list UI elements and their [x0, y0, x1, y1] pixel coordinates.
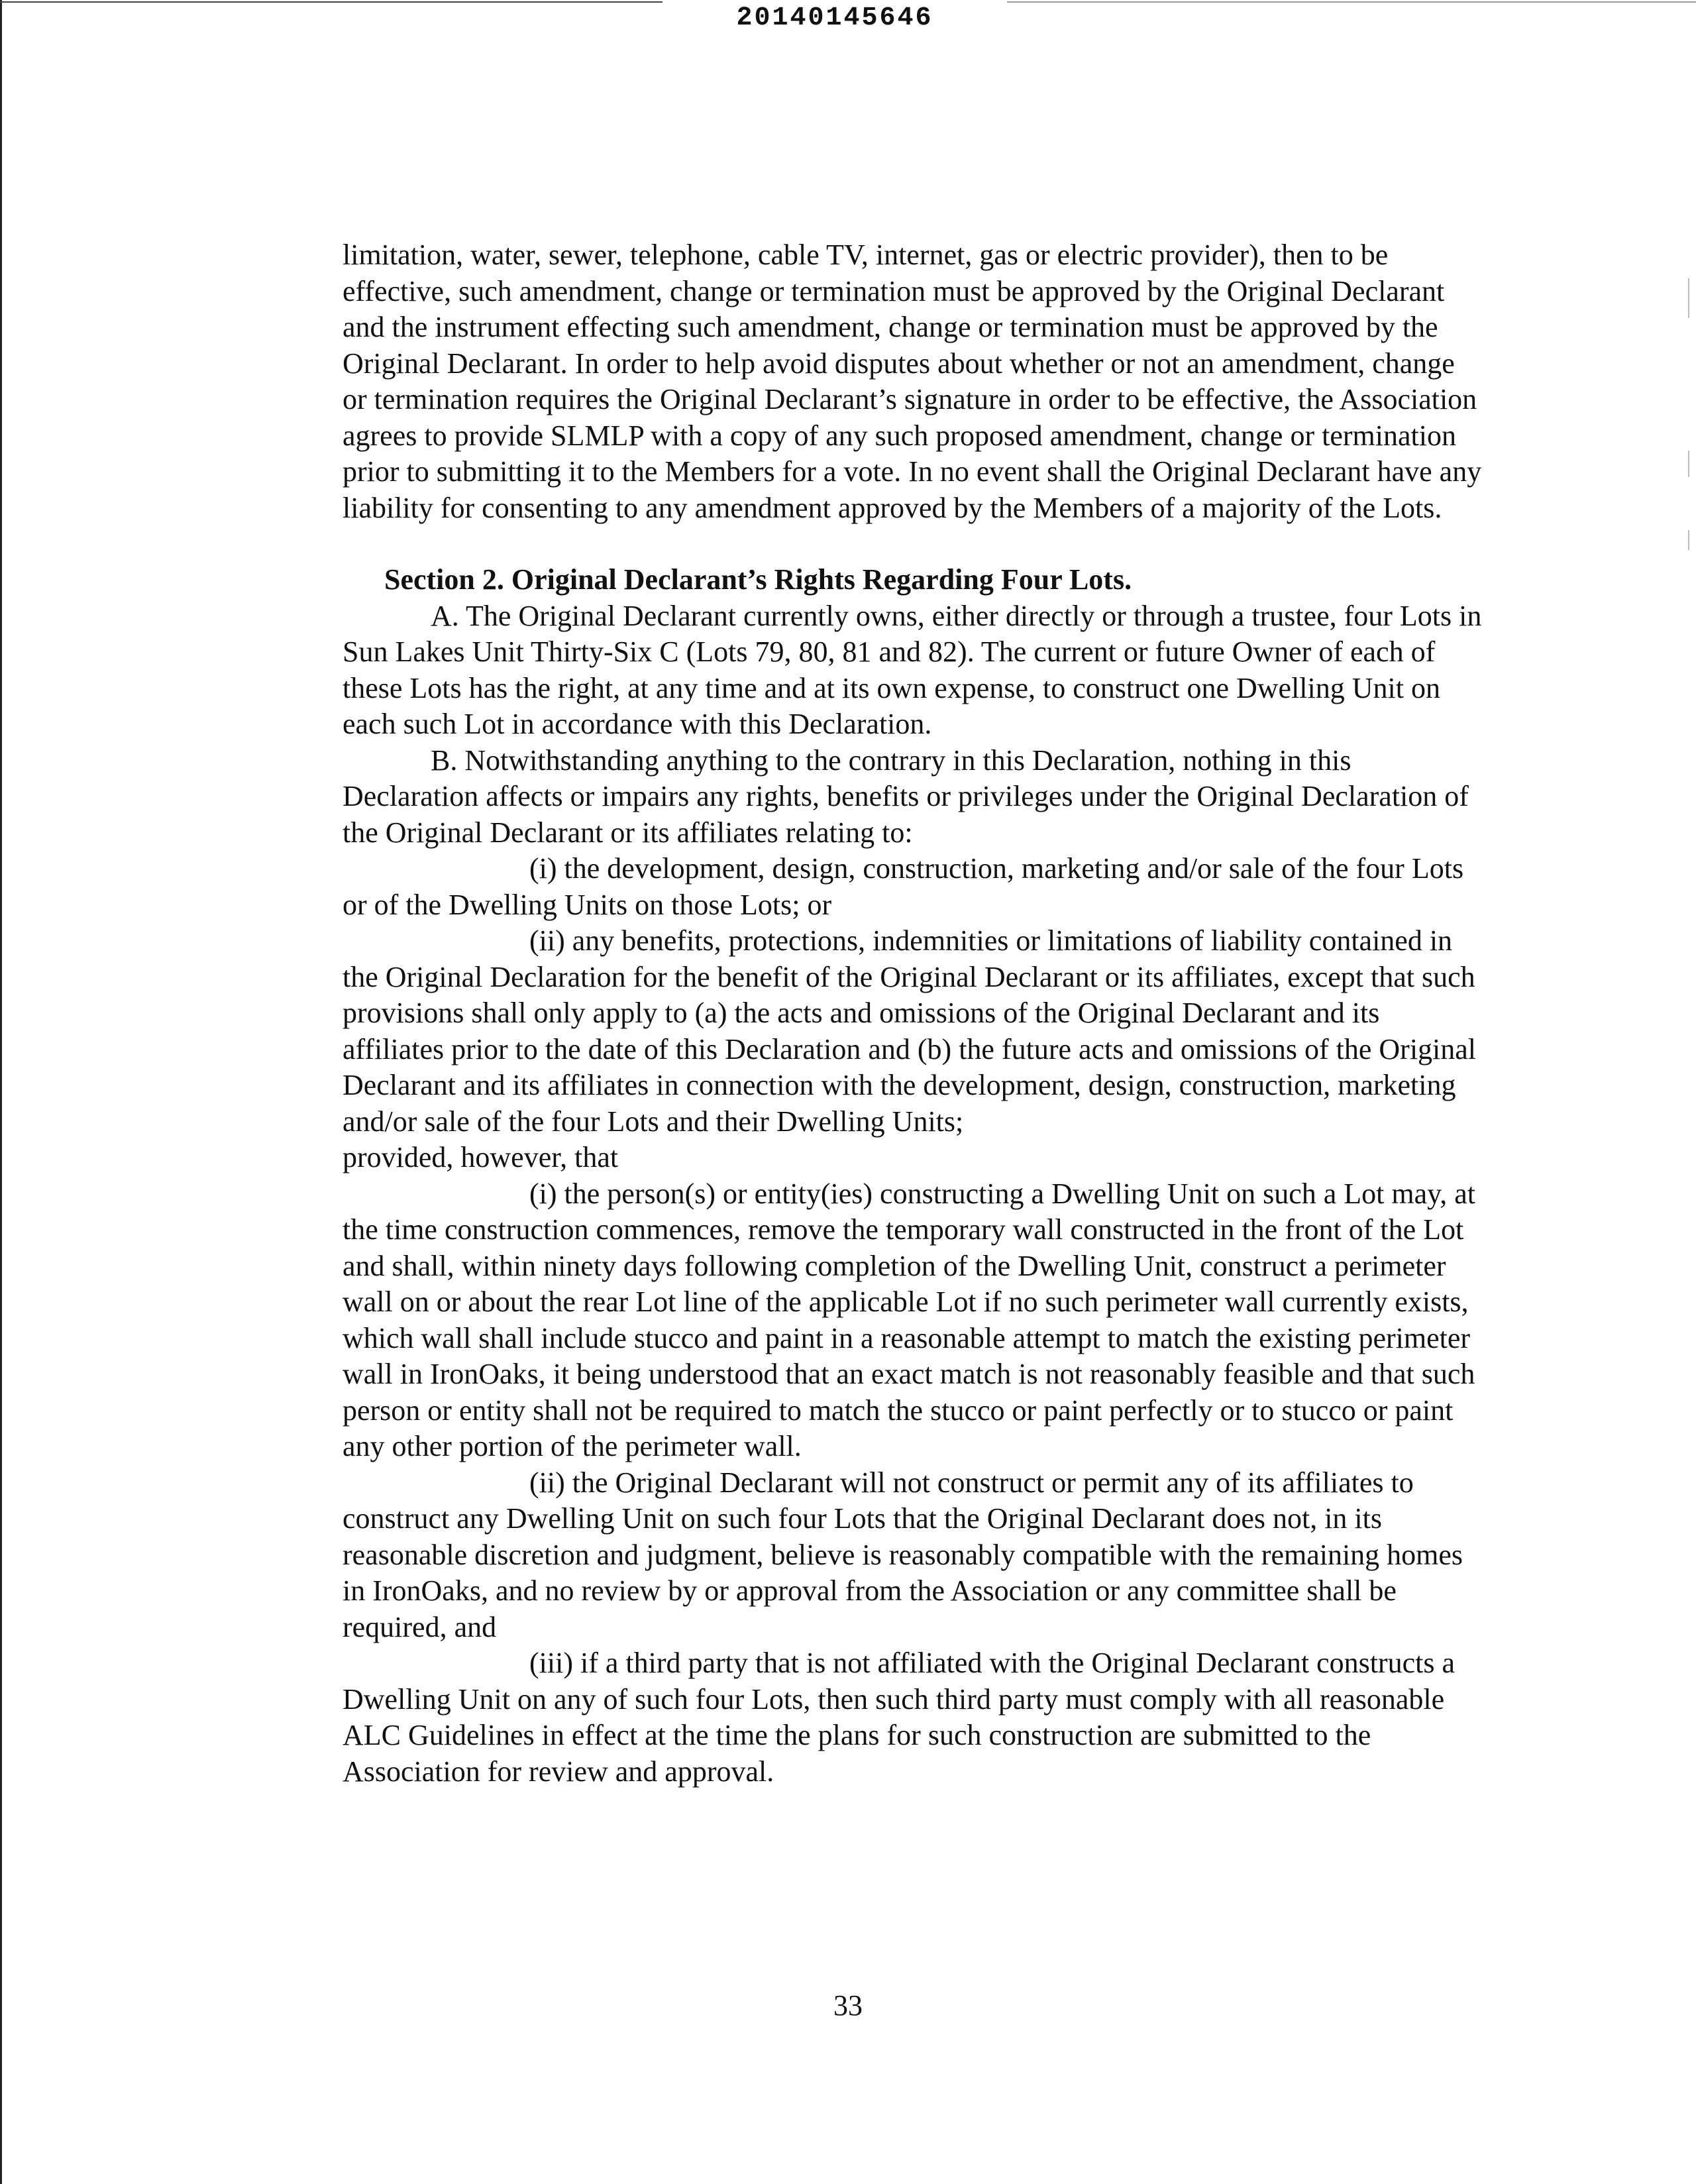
section-heading: Section 2. Original Declarant’s Rights Regarding Four Lots.: [384, 563, 1132, 596]
document-number: 20140145646: [736, 3, 933, 33]
scan-edge-left: [0, 0, 2, 2184]
clause-b-ii: (ii) any benefits, protections, indemnities or limitations of liability contained in the Original Declaration for the benefit of the Original Declarant or its affiliates, except that such provisions shall only apply to (a) the acts and omissions of the Original Declarant and its affiliates prior to the date of this Declaration and (b) the future acts and omissions of the Original Declarant and its affiliates in connection with the development, design, construction, marketing and/or sale of the four Lots and their Dwelling Units;: [343, 924, 1477, 1138]
proviso-lead: provided, however, that: [343, 1141, 619, 1174]
scan-edge-mark: [1688, 278, 1689, 318]
scan-edge-top-right: [1007, 1, 1696, 3]
scan-edge-mark: [1688, 530, 1689, 550]
paragraph-gap: [343, 526, 1482, 562]
proviso-ii: (ii) the Original Declarant will not construct or permit any of its affiliates to construct any Dwelling Unit on such four Lots that the Original Declarant does not, in its reasonable discretion and judgment, believe is reasonably compatible with the remaining homes in IronOaks, and no review by or approval from the Association or any committee shall be required, and: [343, 1466, 1463, 1643]
scan-edge-top-left: [0, 1, 662, 3]
page-body: [343, 237, 1482, 1790]
page-number: 33: [833, 1989, 863, 2022]
proviso-i: (i) the person(s) or entity(ies) constructing a Dwelling Unit on such a Lot may, at the time construction commences, remove the temporary wall constructed in the front of the Lot and shall, within ninety days following completion of the Dwelling Unit, construct a perimeter wall on or about the rear Lot line of the applicable Lot if no such perimeter wall currently exists, which wall shall include stucco and paint in a reasonable attempt to match the existing perimeter wall in IronOaks, it being understood that an exact match is not reasonably feasible and that such person or entity shall not be required to match the stucco or paint perfectly or to stucco or paint any other portion of the perimeter wall.: [343, 1177, 1476, 1462]
paragraph-b: B. Notwithstanding anything to the contrary in this Declaration, nothing in this Declaration affects or impairs any rights, benefits or privileges under the Original Declaration of the Original Declarant or its affiliates relating to:: [343, 743, 1469, 849]
clause-b-i: (i) the development, design, construction, marketing and/or sale of the four Lots or of the Dwelling Units on those Lots; or: [343, 852, 1464, 921]
paragraph-continuation: limitation, water, sewer, telephone, cable TV, internet, gas or electric provider), then to be effective, such amendment, change or termination must be approved by the Original Declarant and the instrument effecting such amendment, change or termination must be approved by the Original Declarant. In order to help avoid disputes about whether or not an amendment, change or termination requires the Original Declarant’s signature in order to be effective, the Association agrees to provide SLMLP with a copy of any such proposed amendment, change or termination prior to submitting it to the Members for a vote. In no event shall the Original Declarant have any liability for consenting to any amendment approved by the Members of a majority of the Lots.: [343, 239, 1482, 524]
paragraph-a: A. The Original Declarant currently owns, either directly or through a trustee, four Lots in Sun Lakes Unit Thirty-Six C (Lots 79, 80, 81 and 82). The current or future Owner of each of these Lots has the right, at any time and at its own expense, to construct one Dwelling Unit on each such Lot in accordance with this Declaration.: [343, 599, 1482, 740]
proviso-iii: (iii) if a third party that is not affiliated with the Original Declarant constructs a Dwelling Unit on any of such four Lots, then such third party must comply with all reasonable ALC Guidelines in effect at the time the plans for such construction are submitted to the Association for review and approval.: [343, 1647, 1455, 1788]
scan-edge-mark: [1688, 451, 1689, 477]
